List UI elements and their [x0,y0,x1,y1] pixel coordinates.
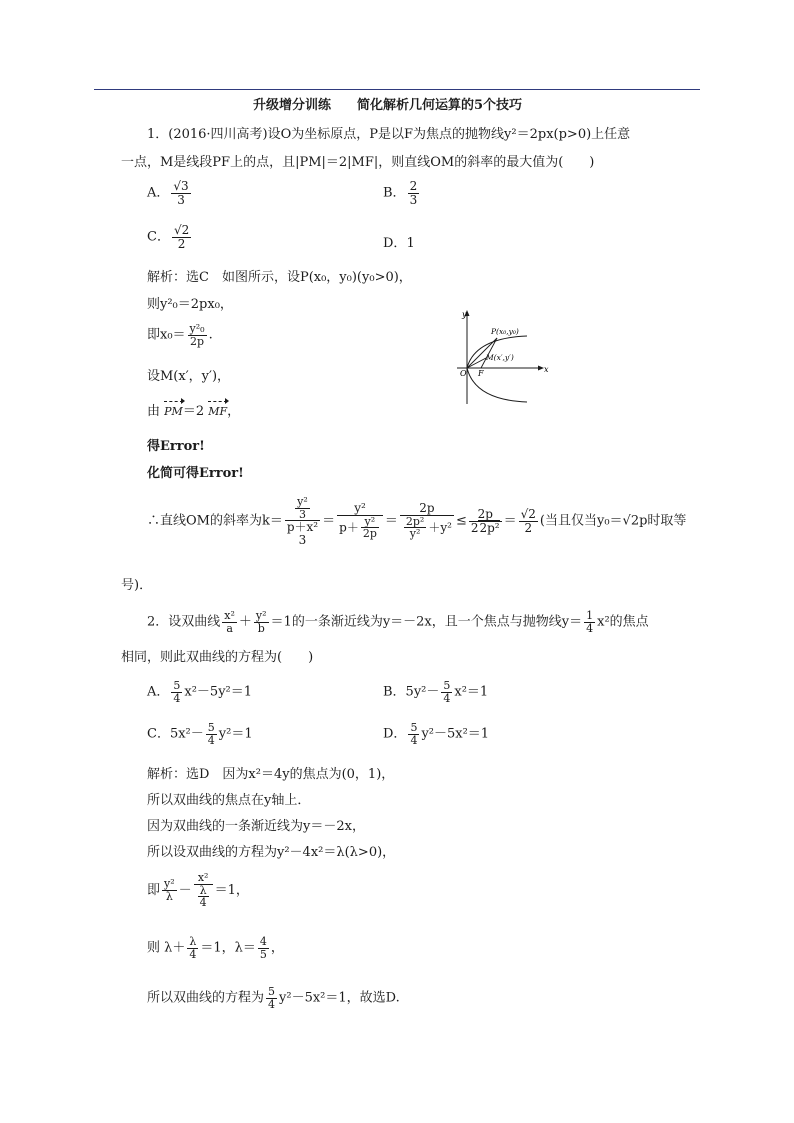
q1-option-d [383,237,415,250]
q1-stem-line1: 1．(2016·四川高考)设O为坐标原点，P是以F为焦点的抛物线y²＝2px(p>0)上任意 [147,127,631,142]
x-label: x [544,365,549,374]
origin-label: O [460,369,467,378]
q2-solution-line6: 则 λ＋ $\frac{\lambda}{4}$ ＝1，λ＝ $\frac{4}{5}$ ， [147,935,284,961]
slope-frac-4: $\frac{2p}{\text{22p²}}$ [470,507,500,535]
text: . [208,327,213,343]
slope-frac-1: $\frac{\text{y²}}{3}$ p＋x² 3 [286,495,319,547]
q1-solution-line4: 设M(x′，y′)， [147,369,231,384]
text: 所以双曲线的方程为 [147,990,265,1006]
q1-slope-line: ∴直线OM的斜率为k＝ $\frac{\text{y²}}{3}$ p＋x² 3 ＝ y² p＋ $\frac{\text{y²}}{2p}$ ＝ 2p $\frac{\text{2p²}}{\text{y²}}$ ＋y² ≤ $\frac{2p}{\text{22p²}}$ ＝ $\frac{√2}{2}$ (当且仅当y₀＝√2p时取等 [147,495,687,547]
q1-option-b [383,180,421,206]
text: 2．设双曲线 [147,614,221,630]
slope-frac-3: 2p $\frac{\text{2p²}}{\text{y²}}$ ＋y² [400,502,454,540]
vector-pm: PM [164,405,183,418]
q2-option-c: C．5x²－ $\frac{5}{4}$ y²＝1 [147,721,253,747]
q1-stem-line2: 一点，M是线段PF上的点，且|PM|＝2|MF|，则直线OM的斜率的最大值为( ) [121,155,595,170]
option-label: B． [383,185,406,201]
denominator: 2p [190,334,205,348]
q2-option-a: A． $\frac{5}{4}$ x²－5y²＝1 [147,679,253,705]
text: (当且仅当y₀＝√2p时取等 [539,513,687,529]
text: B．5y²－ [383,684,440,700]
q2-stem-line2: 相同，则此双曲线的方程为( ) [121,650,314,665]
parabola-curve [467,336,527,402]
text: ＝1的一条渐近线为y＝－2x，且一个焦点与抛物线y＝ [270,614,583,630]
text: A． [147,684,170,700]
q2-option-b: B．5y²－ $\frac{5}{4}$ x²＝1 [383,679,489,705]
q1-solution-line3 [147,323,213,347]
q1-solution-line5 [147,405,240,418]
q1-option-a [147,180,193,206]
text: 即x₀＝ [147,327,186,343]
text: y²＝1 [218,726,253,742]
text: ＝1，λ＝ [200,940,256,956]
text: 即 [147,882,161,898]
segment-om [467,358,486,368]
q1-error-line2: 化简可得Error! [147,466,244,481]
frac-y2-b: $\frac{\text{y²}}{b}$ [255,609,267,635]
text: ＝2 [182,404,205,419]
q2-option-d: D． $\frac{5}{4}$ y²－5x²＝1 [383,721,490,747]
text: x²的焦点 [597,614,649,630]
text: ， [270,940,284,956]
text: y²－5x²＝1，故选D. [279,990,400,1006]
q2-solution-line7: 所以双曲线的方程为 $\frac{5}{4}$ y²－5x²＝1，故选D. [147,985,400,1011]
text: 则 λ＋ [147,940,186,956]
q2-solution-line2: 所以双曲线的焦点在y轴上． [147,793,311,808]
text: ＝1， [214,882,249,898]
q1-solution-line1: 解析：选C 如图所示，设P(x₀，y₀)(y₀>0)， [147,270,412,285]
frac-x2-a: $\frac{\text{x²}}{a}$ [224,609,235,635]
text: x²＝1 [454,684,489,700]
option-c-numerator: √2 [173,223,190,237]
q1-error-line1: 得Error! [147,439,205,454]
text: y²－5x²＝1 [421,726,490,742]
q1-slope-end: 号)． [121,578,153,593]
q2-stem-line1: 2．设双曲线 $\frac{\text{x²}}{a}$ ＋ $\frac{\text{y²}}{b}$ ＝1的一条渐近线为y＝－2x，且一个焦点与抛物线y＝ $\frac{1}{4}$ x²的焦点 [147,609,649,635]
slope-frac-5: $\frac{√2}{2}$ [520,507,536,535]
text: D． [383,726,407,742]
option-label: D． [383,236,407,251]
frac-1-4: $\frac{1}{4}$ [586,609,594,635]
q2-solution-line3: 因为双曲线的一条渐近线为y＝－2x， [147,819,365,834]
option-label: A． [147,185,170,201]
y-label: y [462,310,467,319]
option-a-numerator: √3 [173,179,189,193]
option-a-denominator: 3 [177,192,185,207]
point-p-label: P(x₀,y₀) [491,327,519,336]
focus-label: F [478,369,484,378]
option-b-numerator: 2 [409,179,418,193]
q1-option-c [147,224,193,250]
option-label: C． [147,229,170,245]
point-m-label: M(x′,y′) [486,353,514,362]
option-d-text: 1 [406,236,415,251]
header-rule [94,89,700,90]
text: C．5x²－ [147,726,204,742]
q2-solution-line4: 所以设双曲线的方程为y²－4x²＝λ(λ>0)， [147,845,396,860]
option-c-denominator: 2 [177,236,186,251]
option-b-denominator: 3 [409,192,418,207]
q1-solution-line2: 则y²₀＝2px₀， [147,297,233,312]
text: x²－5y²＝1 [184,684,253,700]
text: 由 [147,404,161,419]
page-title: 升级增分训练 简化解析几何运算的5个技巧 [253,98,523,113]
text: ∴直线OM的斜率为k＝ [147,513,283,529]
text: ， [227,404,241,419]
slope-frac-2: y² p＋ $\frac{\text{y²}}{2p}$ [337,502,383,540]
q2-solution-line1: 解析：选D 因为x²＝4y的焦点为(0，1)， [147,767,395,782]
vector-mf: MF [208,405,228,418]
q2-solution-line5: 即 $\frac{\text{y²}}{\lambda}$ － $\frac{\text{x²}}{\frac{\lambda}{4}}$ ＝1， [147,871,249,910]
parabola-figure [445,308,555,406]
numerator: y²₀ [189,322,205,335]
